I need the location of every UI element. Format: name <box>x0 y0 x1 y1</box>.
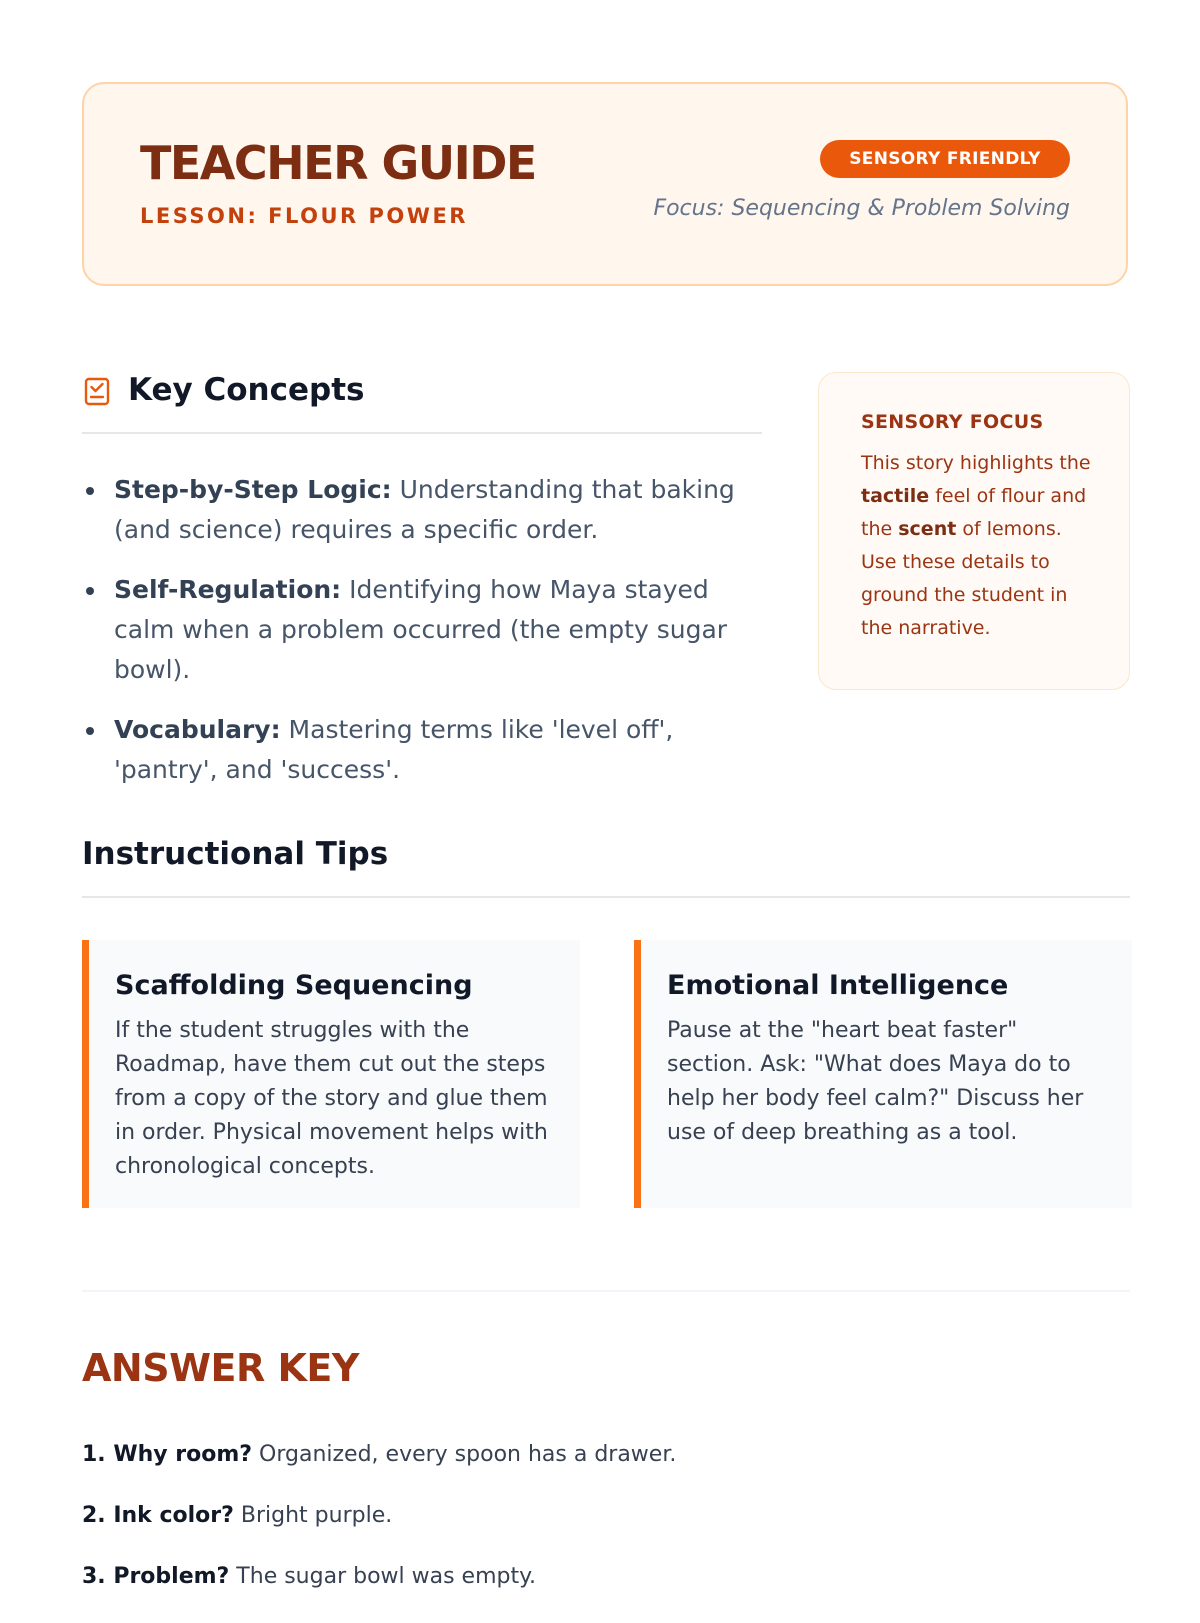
tip-card-scaffolding <box>82 940 580 1208</box>
sensory-focus-text <box>861 447 1099 645</box>
answer-question: 3. Problem? <box>82 1564 230 1589</box>
tip-body: If the student struggles with the Roadmap, have them cut out the steps from a copy of the story and glue them in order. Physical movement helps with chronological concepts. <box>115 1018 548 1180</box>
focus-text: Focus: Sequencing & Problem Solving <box>653 196 1070 221</box>
answer-item <box>82 1501 1082 1531</box>
sensory-text-part: feel of flour and the <box>861 485 1087 540</box>
concept-text: Identifying how Maya stayed calm when a problem occurred (the empty sugar bowl). <box>114 575 728 684</box>
concept-term: Self-Regulation: <box>114 575 342 604</box>
section-divider <box>82 1290 1130 1292</box>
answer-question: 1. Why room? <box>82 1442 253 1467</box>
sensory-emphasis: scent <box>898 518 957 540</box>
concept-term: Step-by-Step Logic: <box>114 475 392 504</box>
tip-title: Scaffolding Sequencing <box>115 970 473 1001</box>
answer-item <box>82 1562 1082 1592</box>
page-title: TEACHER GUIDE <box>140 136 536 190</box>
lesson-label: LESSON: FLOUR POWER <box>140 204 468 228</box>
sensory-friendly-badge: SENSORY FRIENDLY <box>820 140 1070 178</box>
sensory-focus-title: SENSORY FOCUS <box>861 411 1044 433</box>
sensory-text-part: of lemons. Use these details to ground the student in the narrative. <box>861 518 1068 639</box>
answer-key-list <box>82 1440 1082 1623</box>
key-concepts-title: Key Concepts <box>128 372 365 408</box>
sensory-emphasis: tactile <box>861 485 930 507</box>
checklist-icon <box>84 376 110 406</box>
list-item <box>82 570 772 690</box>
instructional-tips-header <box>82 836 1130 898</box>
list-item <box>82 710 772 790</box>
answer-text: The sugar bowl was empty. <box>229 1564 536 1589</box>
tip-card-emotional <box>634 940 1132 1208</box>
answer-key-title: ANSWER KEY <box>82 1346 359 1390</box>
list-item <box>82 470 772 550</box>
tip-title: Emotional Intelligence <box>667 970 1009 1001</box>
instructional-tips-title: Instructional Tips <box>82 836 389 872</box>
concept-text: Mastering terms like 'level off', 'pantry', and 'success'. <box>114 715 674 784</box>
concept-text: Understanding that baking (and science) requires a specific order. <box>114 475 735 544</box>
tip-body: Pause at the "heart beat faster" section. Ask: "What does Maya do to help her body feel calm?" Discuss her use of deep breathing as a tool. <box>667 1018 1084 1146</box>
answer-text: Bright purple. <box>233 1503 393 1528</box>
answer-text: Organized, every spoon has a drawer. <box>252 1442 677 1467</box>
key-concepts-header <box>82 372 762 434</box>
sensory-text-part: This story highlights the <box>861 452 1091 474</box>
sensory-focus-card <box>818 372 1130 690</box>
answer-question: 2. Ink color? <box>82 1503 234 1528</box>
header-card <box>82 82 1128 286</box>
concept-term: Vocabulary: <box>114 715 281 744</box>
key-concepts-list <box>82 470 772 810</box>
answer-item <box>82 1440 1082 1470</box>
